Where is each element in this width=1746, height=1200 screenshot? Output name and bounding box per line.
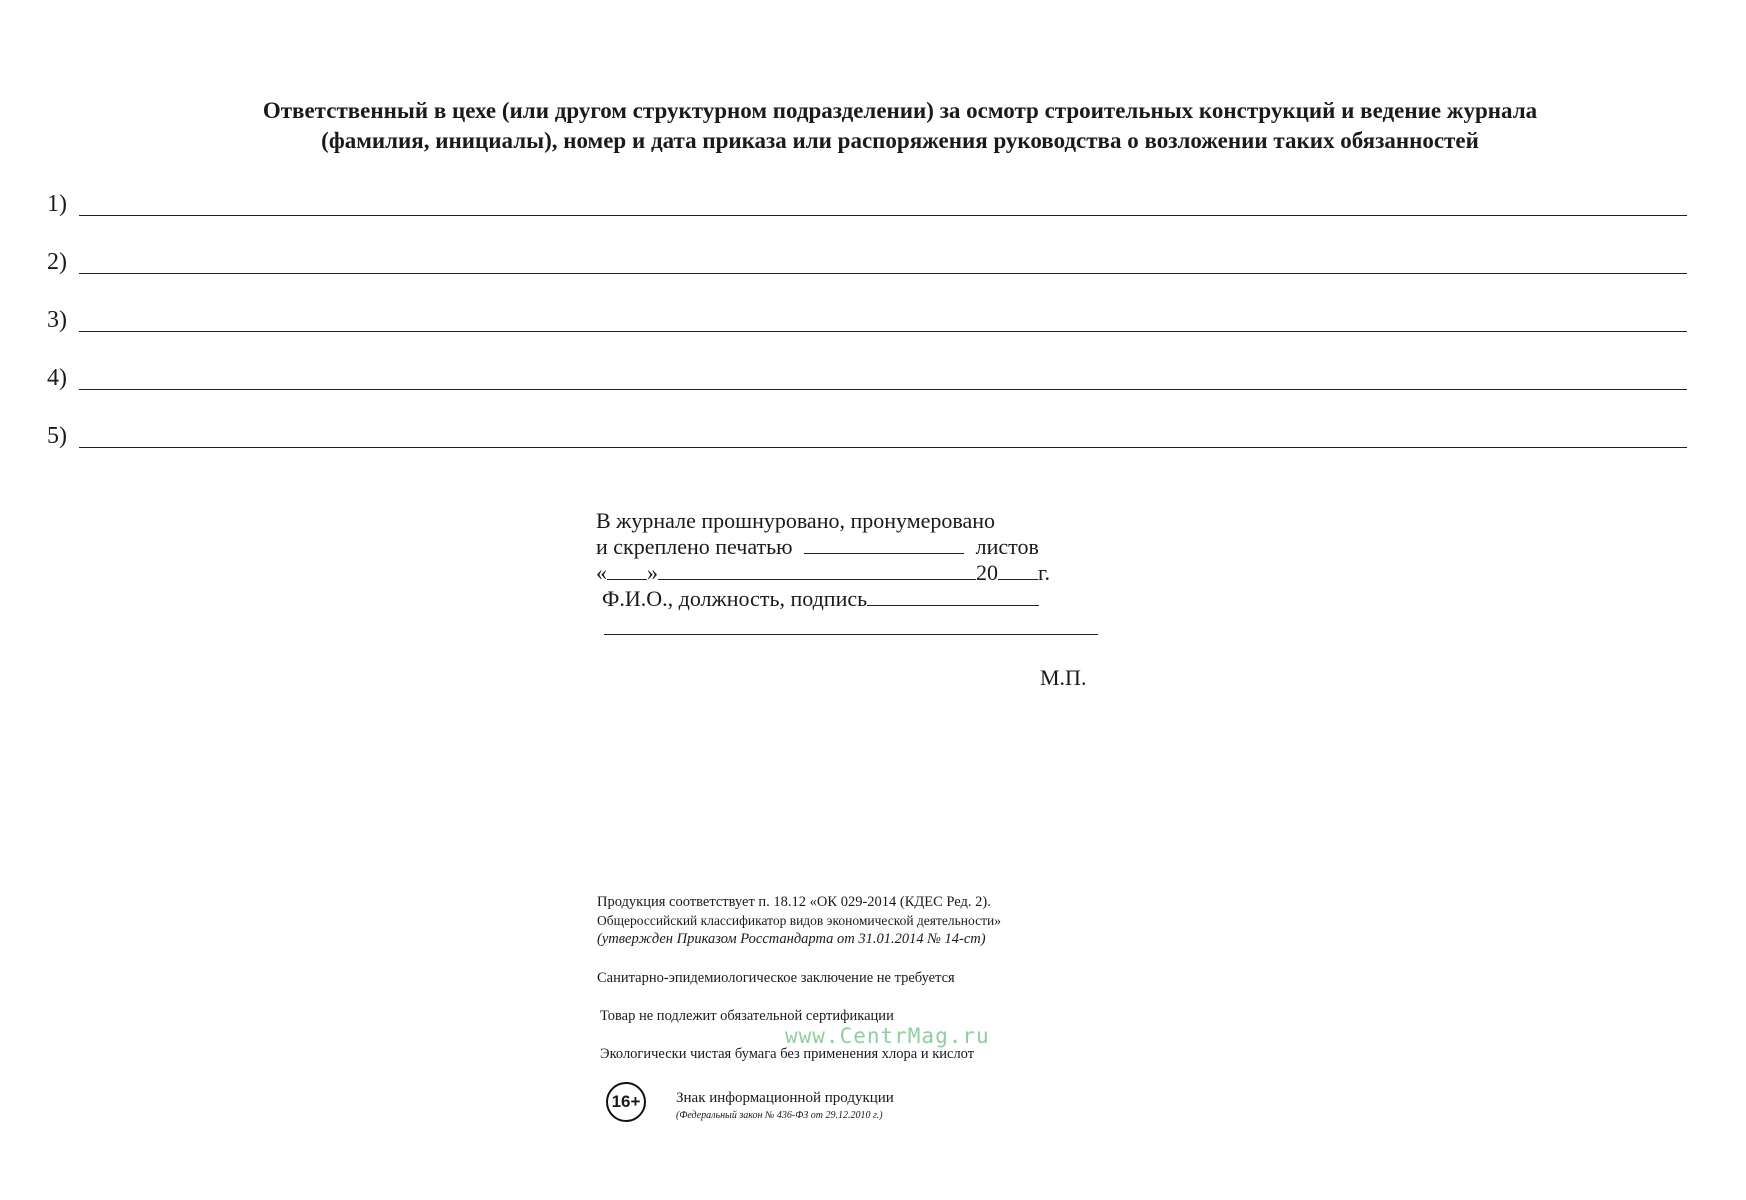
cert-date-line [596,560,1106,586]
legal-line-3: (утвержден Приказом Росстандарта от 31.01.2014 № 14-ст) [597,931,986,947]
entry-number: 3) [47,307,67,333]
entry-line-2[interactable] [47,242,1687,278]
site-watermark: www.CentrMag.ru [785,1024,990,1048]
signature-label: Ф.И.О., должность, подпись [602,586,868,611]
legal-line-1: Продукция соответствует п. 18.12 «ОК 029-2014 (КДЕС Ред. 2). [597,894,991,910]
cert-line-1: В журнале прошнуровано, пронумеровано [596,508,996,533]
signature-field[interactable] [867,587,1039,606]
year-prefix: 20 [976,560,998,585]
month-field[interactable] [658,561,976,580]
entry-rule [79,389,1687,390]
cert-sheets-label: листов [975,534,1039,559]
certification-note: Товар не подлежит обязательной сертификации [600,1008,894,1024]
sanitary-note: Санитарно-эпидемиологическое заключение не требуется [597,970,955,986]
stamp-place-label: М.П. [1040,665,1087,690]
date-open-quote: « [596,560,607,585]
entry-number: 5) [47,423,67,449]
heading-line-1: Ответственный в цехе (или другом структурном подразделении) за осмотр строительных конструкций и ведение журнала [262,98,1538,123]
entry-rule [79,215,1687,216]
cert-sealed-label: и скреплено печатью [596,534,793,559]
responsible-heading [120,96,1680,156]
ecology-note: Экологически чистая бумага без применения хлора и кислот [600,1046,975,1062]
cert-line-2 [596,534,1106,560]
entry-line-1[interactable] [47,184,1687,220]
heading-line-2: (фамилия, инициалы), номер и дата приказа или распоряжения руководства о возложении таких обязанностей [321,128,1479,153]
entry-rule [79,447,1687,448]
entry-line-3[interactable] [47,300,1687,336]
signature-continuation-line[interactable] [604,634,1098,635]
sheet-count-field[interactable] [804,535,964,554]
entry-number: 4) [47,365,67,391]
cert-signature-line [596,586,1106,612]
legal-line-2: Общероссийский классификатор видов экономической деятельности» [597,913,1001,928]
entry-line-4[interactable] [47,358,1687,394]
entry-number: 2) [47,249,67,275]
info-product-label: Знак информационной продукции [676,1090,894,1106]
year-field[interactable] [998,561,1038,580]
day-field[interactable] [607,561,647,580]
entry-number: 1) [47,191,67,217]
date-close-quote: » [647,560,658,585]
entry-rule [79,331,1687,332]
year-suffix: г. [1038,560,1051,585]
certification-block [596,508,1106,612]
entry-line-5[interactable] [47,416,1687,452]
entry-rule [79,273,1687,274]
age-rating-icon: 16+ [606,1082,646,1122]
law-reference: (Федеральный закон № 436-ФЗ от 29.12.2010 г.) [676,1110,883,1121]
